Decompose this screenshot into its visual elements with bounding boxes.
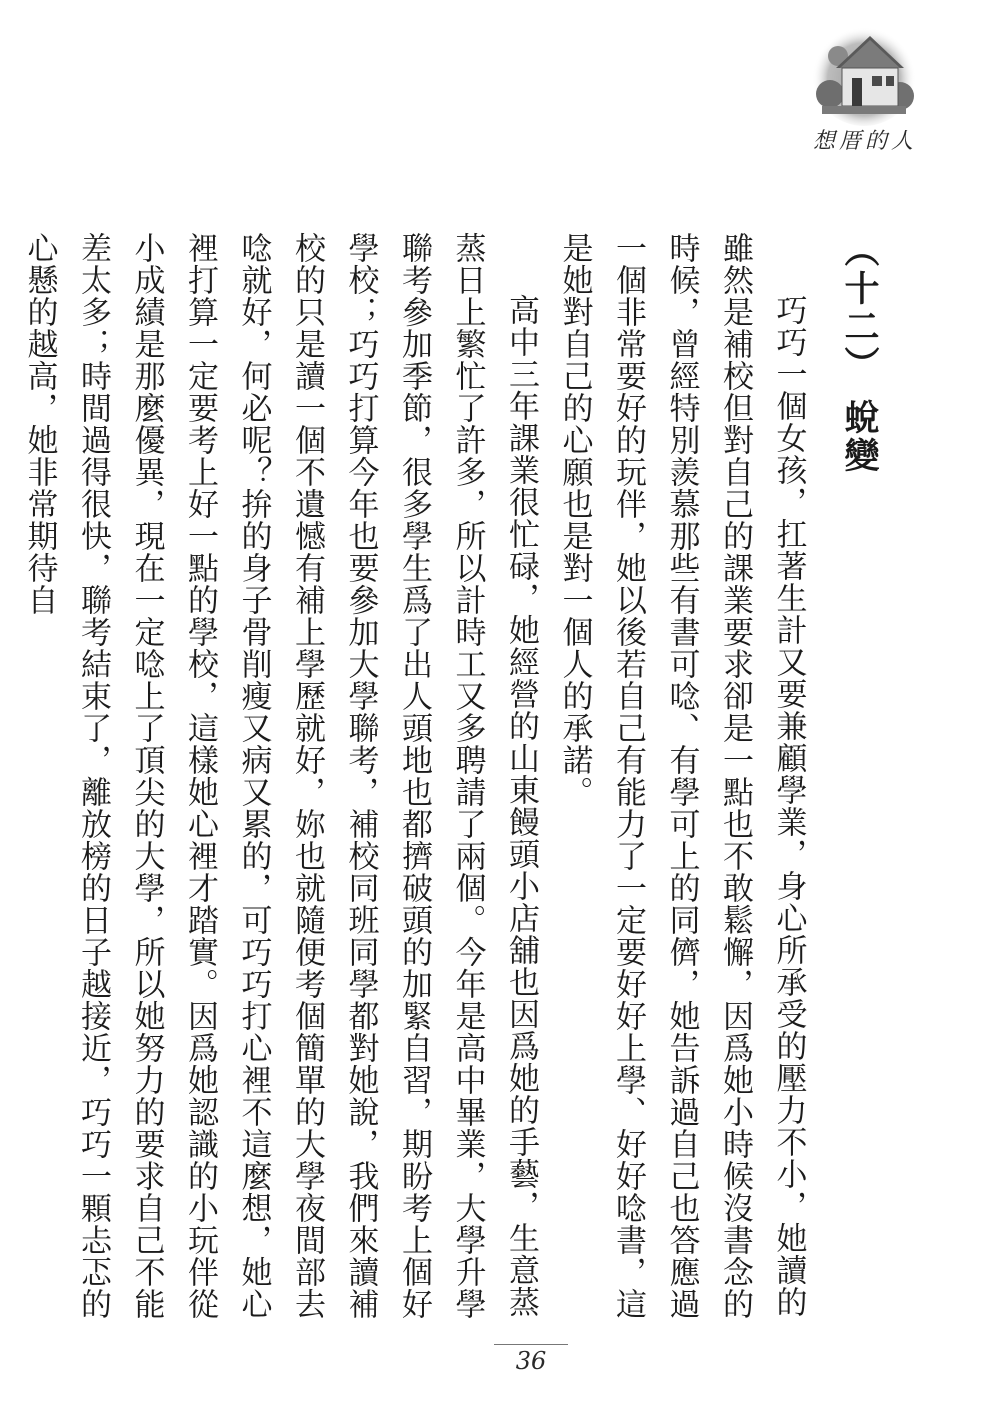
vertical-text-body (21, 232, 886, 1322)
page-number: 36 (515, 1347, 547, 1375)
paragraph: 高中三年課業很忙碌，她經營的山東饅頭小店舖也因爲她的手藝，生意蒸蒸日上繁忙了許多，所以計時工又多聘請了兩個。今年是高中畢業，大學升學聯考參加季節，很多學生爲了出人頭地也都擠破頭的加緊自習，期盼考上個好學校；巧巧打算今年也要參加大學聯考，補校同班同學都對她說，我們來讀補校的只是讀一個不遺憾有補上學歷就好，妳也就隨便考個簡單的大學夜間部去唸就好，何必呢？拚的身子骨削瘦又病又累的，可巧巧打心裡不這麼想，她心裡打算一定要考上好一點的學校，這樣她心裡才踏實。因爲她認識的小玩伴從小成績是那麼優異，現在一定唸上了頂尖的大學，所以她努力的要求自己不能差太多；時間過得很快，聯考結束了，離放榜的日子越接近，巧巧一顆忐忑的心懸的越高，她非常期待自 (21, 232, 539, 1320)
chapter-heading (833, 232, 887, 1322)
paragraph: 巧巧一個女孩，扛著生計又要兼顧學業，身心所承受的壓力不小，她讀的雖然是補校但對自己的課業要求卻是一點也不敢鬆懈，因爲她小時候沒書念的時候，曾經特別羨慕那些有書可唸、有學可上的同儕，她告訴過自己也答應過一個非常要好的玩伴，她以後若自己有能力了一定要好好上學、好好唸書，這是她對自己的心願也是對一個人的承諾。 (556, 232, 807, 1320)
page-number-rule (494, 1344, 568, 1345)
house-vignette-icon (808, 16, 920, 128)
running-header-title: 想厝的人 (812, 129, 917, 154)
chapter-number: （十二） (839, 232, 880, 384)
chapter-title: 蛻變 (839, 399, 880, 476)
